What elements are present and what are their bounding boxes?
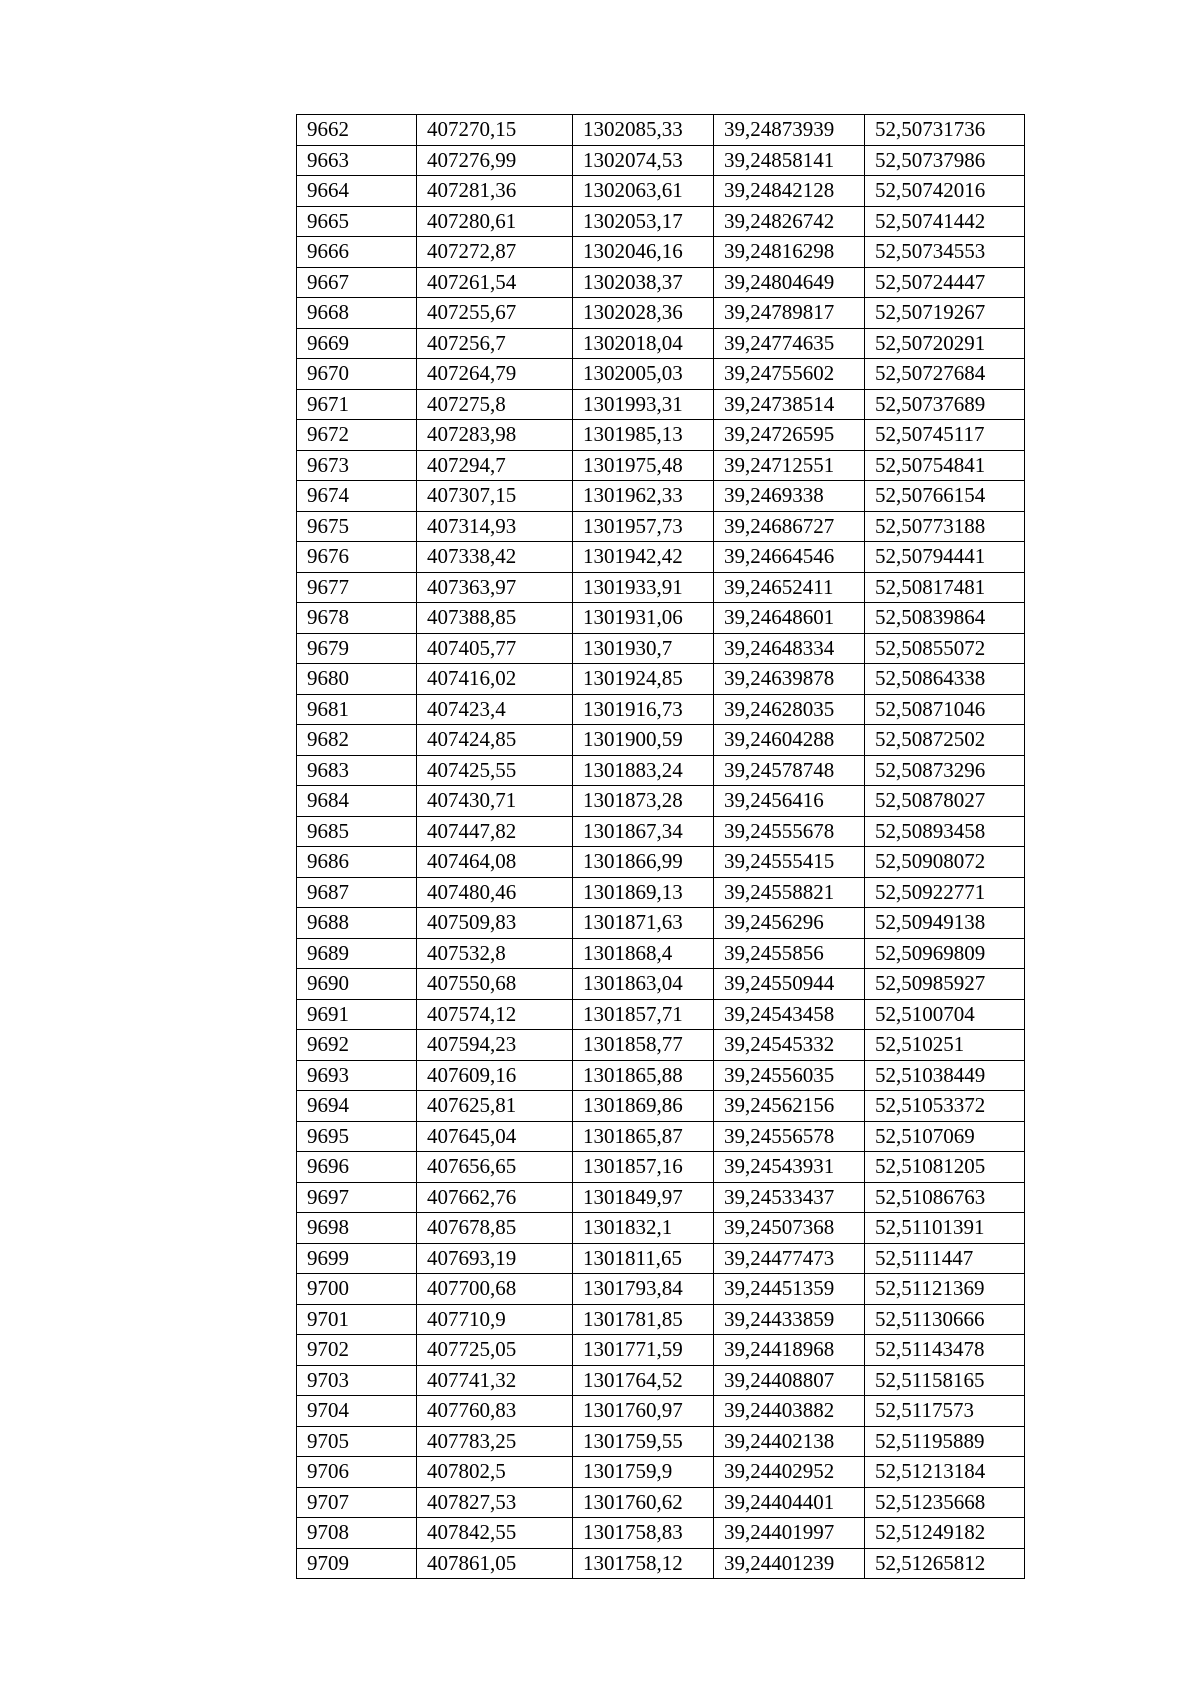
y-coordinate-cell: 1301760,62 [573, 1487, 714, 1518]
longitude-cell: 39,24648334 [714, 633, 865, 664]
latitude-cell: 52,51081205 [865, 1152, 1025, 1183]
latitude-cell: 52,50908072 [865, 847, 1025, 878]
table-row [297, 1243, 1025, 1274]
y-coordinate-cell: 1301771,59 [573, 1335, 714, 1366]
x-coordinate-cell: 407294,7 [417, 450, 573, 481]
y-coordinate-cell: 1302028,36 [573, 298, 714, 329]
longitude-cell: 39,24408807 [714, 1365, 865, 1396]
y-coordinate-cell: 1302085,33 [573, 115, 714, 146]
table-row [297, 847, 1025, 878]
table-row [297, 237, 1025, 268]
longitude-cell: 39,2456416 [714, 786, 865, 817]
table-row [297, 1060, 1025, 1091]
point-number-cell: 9678 [297, 603, 417, 634]
x-coordinate-cell: 407405,77 [417, 633, 573, 664]
coordinates-table-body [297, 115, 1025, 1579]
x-coordinate-cell: 407693,19 [417, 1243, 573, 1274]
y-coordinate-cell: 1301931,06 [573, 603, 714, 634]
point-number-cell: 9685 [297, 816, 417, 847]
x-coordinate-cell: 407783,25 [417, 1426, 573, 1457]
latitude-cell: 52,51195889 [865, 1426, 1025, 1457]
longitude-cell: 39,24451359 [714, 1274, 865, 1305]
latitude-cell: 52,50855072 [865, 633, 1025, 664]
x-coordinate-cell: 407842,55 [417, 1518, 573, 1549]
table-row [297, 694, 1025, 725]
table-row [297, 633, 1025, 664]
y-coordinate-cell: 1301758,12 [573, 1548, 714, 1579]
table-row [297, 176, 1025, 207]
longitude-cell: 39,24556035 [714, 1060, 865, 1091]
point-number-cell: 9675 [297, 511, 417, 542]
y-coordinate-cell: 1301924,85 [573, 664, 714, 695]
point-number-cell: 9697 [297, 1182, 417, 1213]
longitude-cell: 39,24558821 [714, 877, 865, 908]
table-row [297, 1396, 1025, 1427]
latitude-cell: 52,50864338 [865, 664, 1025, 695]
table-row [297, 786, 1025, 817]
point-number-cell: 9673 [297, 450, 417, 481]
point-number-cell: 9676 [297, 542, 417, 573]
y-coordinate-cell: 1301942,42 [573, 542, 714, 573]
point-number-cell: 9686 [297, 847, 417, 878]
longitude-cell: 39,2455856 [714, 938, 865, 969]
x-coordinate-cell: 407594,23 [417, 1030, 573, 1061]
x-coordinate-cell: 407678,85 [417, 1213, 573, 1244]
y-coordinate-cell: 1301869,86 [573, 1091, 714, 1122]
latitude-cell: 52,50727684 [865, 359, 1025, 390]
table-row [297, 877, 1025, 908]
latitude-cell: 52,50742016 [865, 176, 1025, 207]
x-coordinate-cell: 407447,82 [417, 816, 573, 847]
longitude-cell: 39,24755602 [714, 359, 865, 390]
y-coordinate-cell: 1302053,17 [573, 206, 714, 237]
x-coordinate-cell: 407725,05 [417, 1335, 573, 1366]
y-coordinate-cell: 1301957,73 [573, 511, 714, 542]
longitude-cell: 39,24401997 [714, 1518, 865, 1549]
latitude-cell: 52,50873296 [865, 755, 1025, 786]
table-row [297, 664, 1025, 695]
table-row [297, 1152, 1025, 1183]
y-coordinate-cell: 1301962,33 [573, 481, 714, 512]
y-coordinate-cell: 1301758,83 [573, 1518, 714, 1549]
longitude-cell: 39,24664546 [714, 542, 865, 573]
longitude-cell: 39,2456296 [714, 908, 865, 939]
x-coordinate-cell: 407656,65 [417, 1152, 573, 1183]
longitude-cell: 39,24543931 [714, 1152, 865, 1183]
table-row [297, 481, 1025, 512]
table-row [297, 542, 1025, 573]
table-row [297, 389, 1025, 420]
longitude-cell: 39,24545332 [714, 1030, 865, 1061]
point-number-cell: 9687 [297, 877, 417, 908]
y-coordinate-cell: 1301858,77 [573, 1030, 714, 1061]
longitude-cell: 39,24873939 [714, 115, 865, 146]
y-coordinate-cell: 1301811,65 [573, 1243, 714, 1274]
point-number-cell: 9703 [297, 1365, 417, 1396]
table-row [297, 1487, 1025, 1518]
table-row [297, 1457, 1025, 1488]
longitude-cell: 39,24402138 [714, 1426, 865, 1457]
table-row [297, 938, 1025, 969]
x-coordinate-cell: 407416,02 [417, 664, 573, 695]
x-coordinate-cell: 407550,68 [417, 969, 573, 1000]
point-number-cell: 9671 [297, 389, 417, 420]
y-coordinate-cell: 1301975,48 [573, 450, 714, 481]
point-number-cell: 9680 [297, 664, 417, 695]
point-number-cell: 9704 [297, 1396, 417, 1427]
x-coordinate-cell: 407861,05 [417, 1548, 573, 1579]
table-row [297, 267, 1025, 298]
x-coordinate-cell: 407700,68 [417, 1274, 573, 1305]
latitude-cell: 52,50719267 [865, 298, 1025, 329]
latitude-cell: 52,50949138 [865, 908, 1025, 939]
y-coordinate-cell: 1301857,16 [573, 1152, 714, 1183]
x-coordinate-cell: 407363,97 [417, 572, 573, 603]
y-coordinate-cell: 1302074,53 [573, 145, 714, 176]
point-number-cell: 9695 [297, 1121, 417, 1152]
longitude-cell: 39,24858141 [714, 145, 865, 176]
longitude-cell: 39,24402952 [714, 1457, 865, 1488]
latitude-cell: 52,50737986 [865, 145, 1025, 176]
table-row [297, 1030, 1025, 1061]
longitude-cell: 39,24686727 [714, 511, 865, 542]
latitude-cell: 52,50794441 [865, 542, 1025, 573]
latitude-cell: 52,50734553 [865, 237, 1025, 268]
table-row [297, 603, 1025, 634]
longitude-cell: 39,24556578 [714, 1121, 865, 1152]
table-row [297, 1518, 1025, 1549]
point-number-cell: 9664 [297, 176, 417, 207]
latitude-cell: 52,51086763 [865, 1182, 1025, 1213]
table-row [297, 1365, 1025, 1396]
x-coordinate-cell: 407281,36 [417, 176, 573, 207]
longitude-cell: 39,24403882 [714, 1396, 865, 1427]
point-number-cell: 9708 [297, 1518, 417, 1549]
x-coordinate-cell: 407464,08 [417, 847, 573, 878]
x-coordinate-cell: 407609,16 [417, 1060, 573, 1091]
y-coordinate-cell: 1301863,04 [573, 969, 714, 1000]
latitude-cell: 52,510251 [865, 1030, 1025, 1061]
longitude-cell: 39,24507368 [714, 1213, 865, 1244]
y-coordinate-cell: 1301867,34 [573, 816, 714, 847]
latitude-cell: 52,50720291 [865, 328, 1025, 359]
table-row [297, 511, 1025, 542]
y-coordinate-cell: 1301865,88 [573, 1060, 714, 1091]
x-coordinate-cell: 407270,15 [417, 115, 573, 146]
point-number-cell: 9692 [297, 1030, 417, 1061]
longitude-cell: 39,24774635 [714, 328, 865, 359]
table-row [297, 1121, 1025, 1152]
y-coordinate-cell: 1301759,55 [573, 1426, 714, 1457]
point-number-cell: 9688 [297, 908, 417, 939]
y-coordinate-cell: 1302063,61 [573, 176, 714, 207]
x-coordinate-cell: 407574,12 [417, 999, 573, 1030]
x-coordinate-cell: 407283,98 [417, 420, 573, 451]
x-coordinate-cell: 407802,5 [417, 1457, 573, 1488]
point-number-cell: 9694 [297, 1091, 417, 1122]
latitude-cell: 52,51235668 [865, 1487, 1025, 1518]
point-number-cell: 9698 [297, 1213, 417, 1244]
point-number-cell: 9681 [297, 694, 417, 725]
table-row [297, 115, 1025, 146]
x-coordinate-cell: 407307,15 [417, 481, 573, 512]
longitude-cell: 39,24816298 [714, 237, 865, 268]
longitude-cell: 39,24550944 [714, 969, 865, 1000]
point-number-cell: 9669 [297, 328, 417, 359]
y-coordinate-cell: 1301871,63 [573, 908, 714, 939]
x-coordinate-cell: 407480,46 [417, 877, 573, 908]
latitude-cell: 52,51130666 [865, 1304, 1025, 1335]
latitude-cell: 52,50922771 [865, 877, 1025, 908]
point-number-cell: 9701 [297, 1304, 417, 1335]
table-row [297, 206, 1025, 237]
y-coordinate-cell: 1301930,7 [573, 633, 714, 664]
x-coordinate-cell: 407255,67 [417, 298, 573, 329]
table-row [297, 1274, 1025, 1305]
point-number-cell: 9684 [297, 786, 417, 817]
y-coordinate-cell: 1301916,73 [573, 694, 714, 725]
table-row [297, 1548, 1025, 1579]
longitude-cell: 39,24738514 [714, 389, 865, 420]
longitude-cell: 39,2469338 [714, 481, 865, 512]
point-number-cell: 9707 [297, 1487, 417, 1518]
latitude-cell: 52,50817481 [865, 572, 1025, 603]
latitude-cell: 52,5100704 [865, 999, 1025, 1030]
coordinates-table [296, 114, 1025, 1579]
longitude-cell: 39,24648601 [714, 603, 865, 634]
x-coordinate-cell: 407741,32 [417, 1365, 573, 1396]
point-number-cell: 9690 [297, 969, 417, 1000]
point-number-cell: 9674 [297, 481, 417, 512]
x-coordinate-cell: 407430,71 [417, 786, 573, 817]
x-coordinate-cell: 407388,85 [417, 603, 573, 634]
y-coordinate-cell: 1302046,16 [573, 237, 714, 268]
longitude-cell: 39,24578748 [714, 755, 865, 786]
latitude-cell: 52,50731736 [865, 115, 1025, 146]
latitude-cell: 52,50872502 [865, 725, 1025, 756]
latitude-cell: 52,51121369 [865, 1274, 1025, 1305]
table-row [297, 450, 1025, 481]
point-number-cell: 9668 [297, 298, 417, 329]
table-row [297, 816, 1025, 847]
longitude-cell: 39,24433859 [714, 1304, 865, 1335]
table-row [297, 999, 1025, 1030]
latitude-cell: 52,51038449 [865, 1060, 1025, 1091]
x-coordinate-cell: 407256,7 [417, 328, 573, 359]
x-coordinate-cell: 407423,4 [417, 694, 573, 725]
point-number-cell: 9682 [297, 725, 417, 756]
y-coordinate-cell: 1301868,4 [573, 938, 714, 969]
longitude-cell: 39,24652411 [714, 572, 865, 603]
y-coordinate-cell: 1301869,13 [573, 877, 714, 908]
y-coordinate-cell: 1301759,9 [573, 1457, 714, 1488]
y-coordinate-cell: 1302018,04 [573, 328, 714, 359]
x-coordinate-cell: 407424,85 [417, 725, 573, 756]
x-coordinate-cell: 407425,55 [417, 755, 573, 786]
x-coordinate-cell: 407509,83 [417, 908, 573, 939]
point-number-cell: 9691 [297, 999, 417, 1030]
table-row [297, 1091, 1025, 1122]
x-coordinate-cell: 407264,79 [417, 359, 573, 390]
y-coordinate-cell: 1301857,71 [573, 999, 714, 1030]
point-number-cell: 9679 [297, 633, 417, 664]
point-number-cell: 9700 [297, 1274, 417, 1305]
point-number-cell: 9696 [297, 1152, 417, 1183]
latitude-cell: 52,5111447 [865, 1243, 1025, 1274]
longitude-cell: 39,24628035 [714, 694, 865, 725]
y-coordinate-cell: 1301866,99 [573, 847, 714, 878]
latitude-cell: 52,50871046 [865, 694, 1025, 725]
x-coordinate-cell: 407261,54 [417, 267, 573, 298]
latitude-cell: 52,50878027 [865, 786, 1025, 817]
latitude-cell: 52,50766154 [865, 481, 1025, 512]
y-coordinate-cell: 1301832,1 [573, 1213, 714, 1244]
table-row [297, 1182, 1025, 1213]
point-number-cell: 9689 [297, 938, 417, 969]
y-coordinate-cell: 1301865,87 [573, 1121, 714, 1152]
point-number-cell: 9662 [297, 115, 417, 146]
latitude-cell: 52,50745117 [865, 420, 1025, 451]
table-row [297, 572, 1025, 603]
longitude-cell: 39,24562156 [714, 1091, 865, 1122]
x-coordinate-cell: 407662,76 [417, 1182, 573, 1213]
table-row [297, 1335, 1025, 1366]
latitude-cell: 52,50893458 [865, 816, 1025, 847]
table-row [297, 1213, 1025, 1244]
longitude-cell: 39,24404401 [714, 1487, 865, 1518]
y-coordinate-cell: 1301849,97 [573, 1182, 714, 1213]
point-number-cell: 9667 [297, 267, 417, 298]
latitude-cell: 52,50969809 [865, 938, 1025, 969]
latitude-cell: 52,51213184 [865, 1457, 1025, 1488]
table-row [297, 420, 1025, 451]
latitude-cell: 52,51249182 [865, 1518, 1025, 1549]
x-coordinate-cell: 407338,42 [417, 542, 573, 573]
table-row [297, 359, 1025, 390]
longitude-cell: 39,24842128 [714, 176, 865, 207]
point-number-cell: 9709 [297, 1548, 417, 1579]
longitude-cell: 39,24555415 [714, 847, 865, 878]
table-row [297, 1304, 1025, 1335]
longitude-cell: 39,24712551 [714, 450, 865, 481]
longitude-cell: 39,24533437 [714, 1182, 865, 1213]
table-row [297, 1426, 1025, 1457]
x-coordinate-cell: 407314,93 [417, 511, 573, 542]
latitude-cell: 52,51101391 [865, 1213, 1025, 1244]
point-number-cell: 9706 [297, 1457, 417, 1488]
latitude-cell: 52,50839864 [865, 603, 1025, 634]
y-coordinate-cell: 1302038,37 [573, 267, 714, 298]
y-coordinate-cell: 1301764,52 [573, 1365, 714, 1396]
x-coordinate-cell: 407276,99 [417, 145, 573, 176]
latitude-cell: 52,5117573 [865, 1396, 1025, 1427]
longitude-cell: 39,24543458 [714, 999, 865, 1030]
latitude-cell: 52,50773188 [865, 511, 1025, 542]
y-coordinate-cell: 1301873,28 [573, 786, 714, 817]
point-number-cell: 9665 [297, 206, 417, 237]
latitude-cell: 52,50737689 [865, 389, 1025, 420]
table-row [297, 908, 1025, 939]
table-row [297, 145, 1025, 176]
table-row [297, 969, 1025, 1000]
x-coordinate-cell: 407710,9 [417, 1304, 573, 1335]
latitude-cell: 52,51053372 [865, 1091, 1025, 1122]
table-row [297, 298, 1025, 329]
y-coordinate-cell: 1301900,59 [573, 725, 714, 756]
longitude-cell: 39,24639878 [714, 664, 865, 695]
point-number-cell: 9699 [297, 1243, 417, 1274]
x-coordinate-cell: 407272,87 [417, 237, 573, 268]
longitude-cell: 39,24726595 [714, 420, 865, 451]
table-row [297, 755, 1025, 786]
longitude-cell: 39,24826742 [714, 206, 865, 237]
longitude-cell: 39,24418968 [714, 1335, 865, 1366]
latitude-cell: 52,50985927 [865, 969, 1025, 1000]
longitude-cell: 39,24477473 [714, 1243, 865, 1274]
point-number-cell: 9683 [297, 755, 417, 786]
longitude-cell: 39,24804649 [714, 267, 865, 298]
y-coordinate-cell: 1301793,84 [573, 1274, 714, 1305]
y-coordinate-cell: 1301993,31 [573, 389, 714, 420]
table-row [297, 725, 1025, 756]
latitude-cell: 52,50724447 [865, 267, 1025, 298]
y-coordinate-cell: 1302005,03 [573, 359, 714, 390]
x-coordinate-cell: 407280,61 [417, 206, 573, 237]
longitude-cell: 39,24789817 [714, 298, 865, 329]
latitude-cell: 52,51158165 [865, 1365, 1025, 1396]
longitude-cell: 39,24555678 [714, 816, 865, 847]
point-number-cell: 9672 [297, 420, 417, 451]
point-number-cell: 9670 [297, 359, 417, 390]
point-number-cell: 9705 [297, 1426, 417, 1457]
y-coordinate-cell: 1301781,85 [573, 1304, 714, 1335]
y-coordinate-cell: 1301883,24 [573, 755, 714, 786]
y-coordinate-cell: 1301933,91 [573, 572, 714, 603]
latitude-cell: 52,51265812 [865, 1548, 1025, 1579]
y-coordinate-cell: 1301760,97 [573, 1396, 714, 1427]
point-number-cell: 9693 [297, 1060, 417, 1091]
x-coordinate-cell: 407645,04 [417, 1121, 573, 1152]
x-coordinate-cell: 407532,8 [417, 938, 573, 969]
point-number-cell: 9666 [297, 237, 417, 268]
latitude-cell: 52,50741442 [865, 206, 1025, 237]
x-coordinate-cell: 407625,81 [417, 1091, 573, 1122]
point-number-cell: 9677 [297, 572, 417, 603]
latitude-cell: 52,51143478 [865, 1335, 1025, 1366]
x-coordinate-cell: 407760,83 [417, 1396, 573, 1427]
point-number-cell: 9702 [297, 1335, 417, 1366]
x-coordinate-cell: 407275,8 [417, 389, 573, 420]
table-row [297, 328, 1025, 359]
latitude-cell: 52,5107069 [865, 1121, 1025, 1152]
point-number-cell: 9663 [297, 145, 417, 176]
x-coordinate-cell: 407827,53 [417, 1487, 573, 1518]
latitude-cell: 52,50754841 [865, 450, 1025, 481]
y-coordinate-cell: 1301985,13 [573, 420, 714, 451]
longitude-cell: 39,24604288 [714, 725, 865, 756]
longitude-cell: 39,24401239 [714, 1548, 865, 1579]
